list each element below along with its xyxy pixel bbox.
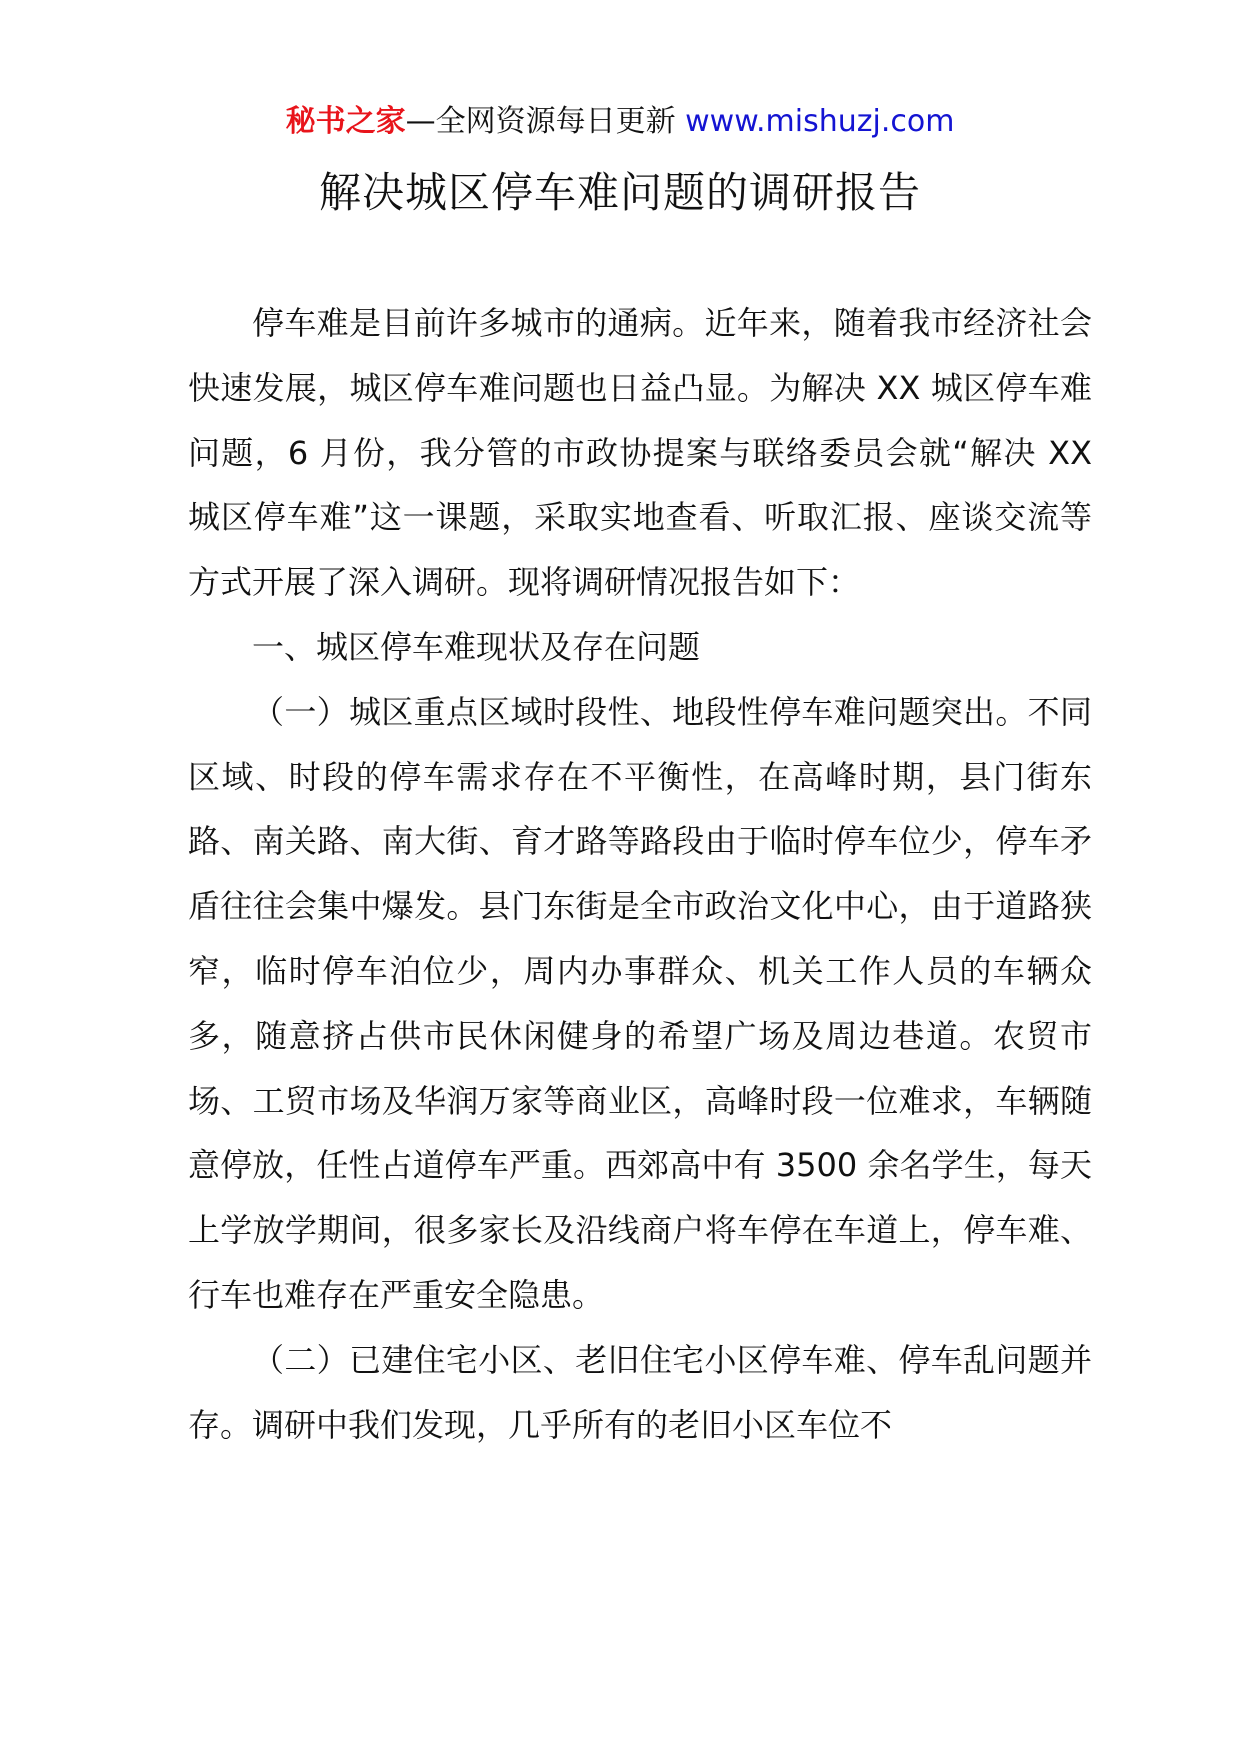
document-body: [188, 291, 1092, 1457]
site-url-link[interactable]: www.mishuzj.com: [685, 104, 955, 139]
subsection-paragraph-2: （二）已建住宅小区、老旧住宅小区停车难、停车乱问题并存。调研中我们发现，几乎所有的老旧小区车位不: [188, 1340, 1092, 1444]
site-header: [0, 100, 1240, 144]
brand-name: 秘书之家: [285, 104, 406, 139]
section-heading-1: 一、城区停车难现状及存在问题: [252, 627, 701, 666]
document-title: 解决城区停车难问题的调研报告: [318, 168, 921, 217]
header-slogan: —全网资源每日更新: [405, 104, 676, 139]
intro-paragraph: 停车难是目前许多城市的通病。近年来，随着我市经济社会快速发展，城区停车难问题也日益凸显。为解决 XX 城区停车难问题，6 月份，我分管的市政协提案与联络委员会就“解决 XX 城区停车难”这一课题，采取实地查看、听取汇报、座谈交流等方式开展了深入调研。现将调研情况报告如下：: [188, 304, 1092, 602]
subsection-paragraph-1: （一）城区重点区域时段性、地段性停车难问题突出。不同区域、时段的停车需求存在不平衡性，在高峰时期，县门街东路、南关路、南大街、育才路等路段由于临时停车位少，停车矛盾往往会集中爆发。县门东街是全市政治文化中心，由于道路狭窄，临时停车泊位少，周内办事群众、机关工作人员的车辆众多，随意挤占供市民休闲健身的希望广场及周边巷道。农贸市场、工贸市场及华润万家等商业区，高峰时段一位难求，车辆随意停放，任性占道停车严重。西郊高中有 3500 余名学生，每天上学放学期间，很多家长及沿线商户将车停在车道上，停车难、行车也难存在严重安全隐患。: [188, 692, 1092, 1314]
